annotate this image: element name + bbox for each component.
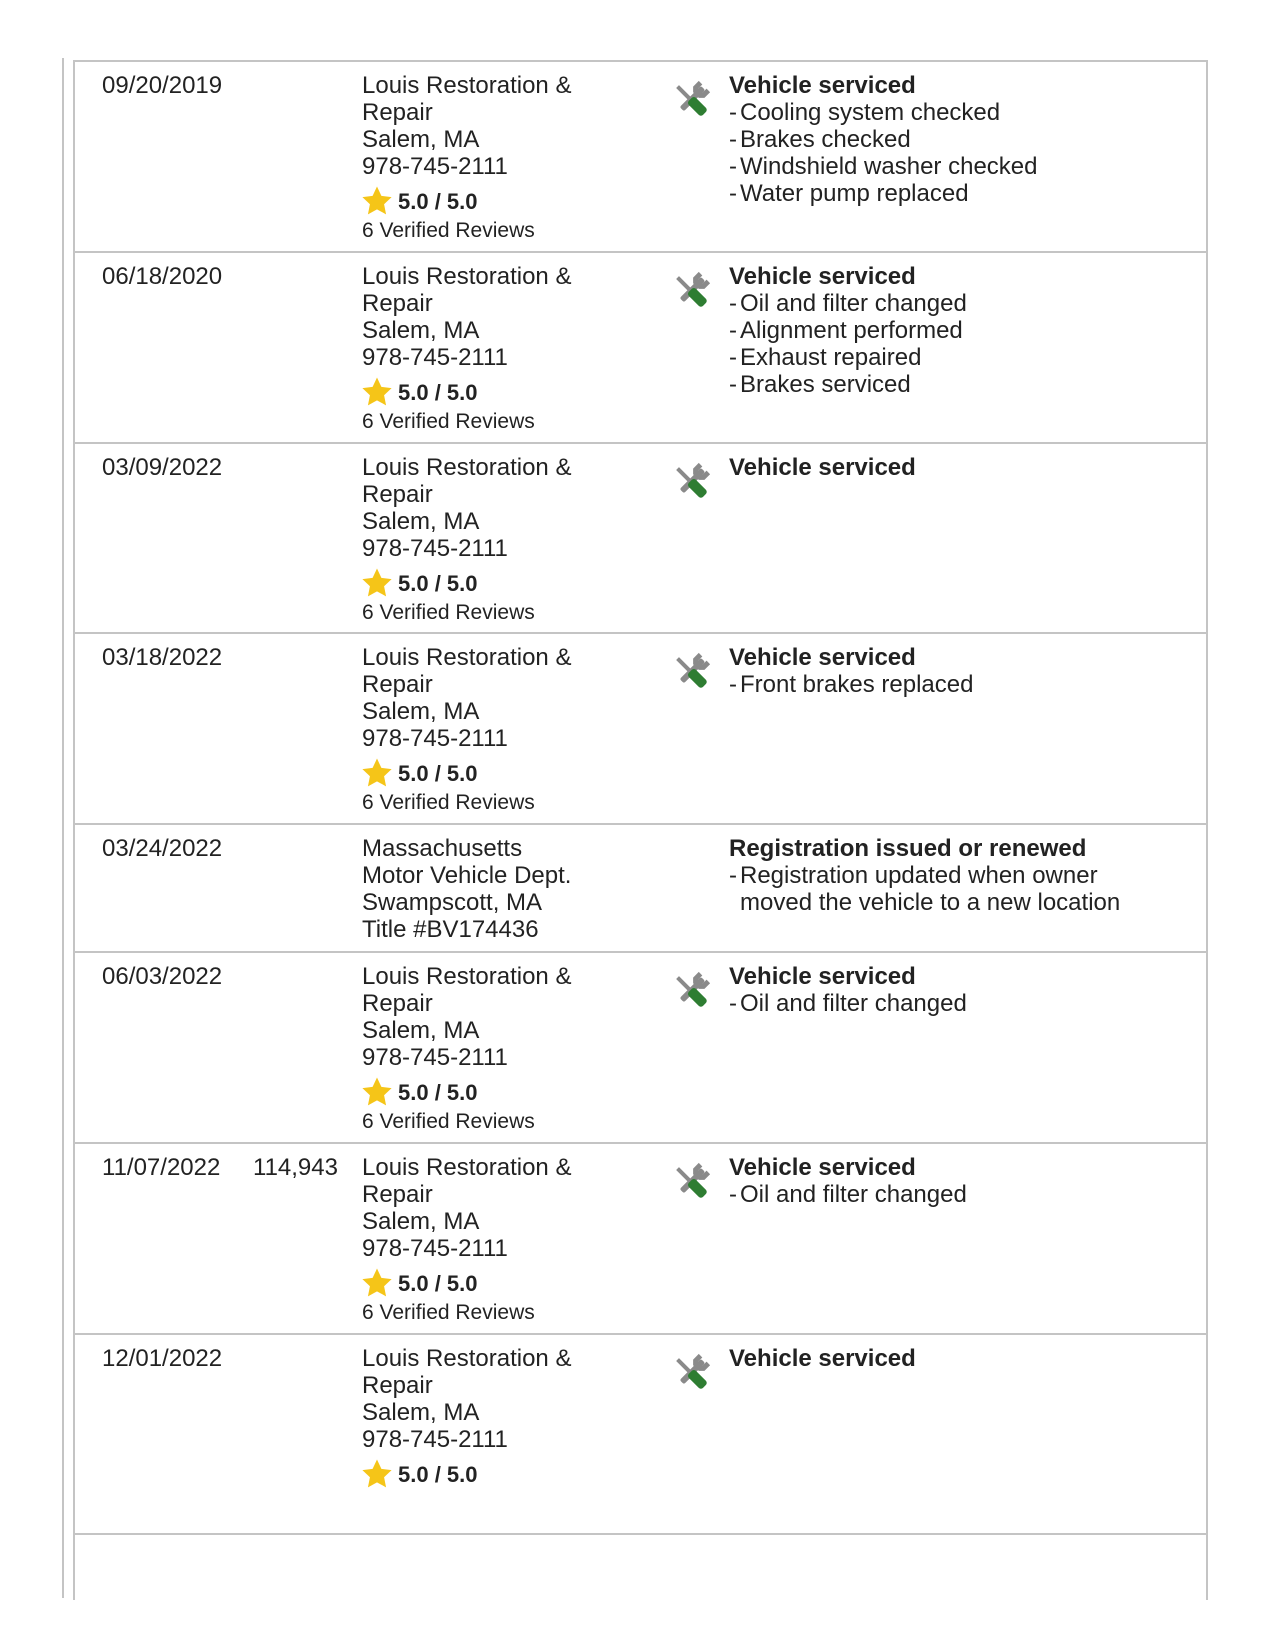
verified-reviews-link[interactable]: 6 Verified Reviews	[362, 219, 535, 242]
service-details	[729, 835, 1169, 916]
verified-reviews-link[interactable]: 6 Verified Reviews	[362, 601, 535, 624]
star-icon	[360, 756, 394, 790]
bullet-dash: -	[729, 99, 737, 126]
detail-item	[729, 862, 1169, 916]
source-line: Salem, MA	[362, 126, 480, 153]
service-source	[362, 1154, 612, 1327]
wrench-screwdriver-icon	[668, 268, 714, 314]
service-source	[362, 835, 612, 943]
service-source	[362, 963, 612, 1136]
service-details	[729, 72, 1169, 207]
detail-text: Alignment performed	[740, 317, 963, 344]
source-line: 978-745-2111	[362, 153, 508, 180]
detail-text: Cooling system checked	[740, 99, 1001, 126]
detail-item	[729, 1181, 1169, 1208]
rating	[362, 567, 612, 599]
source-line: Title #BV174436	[362, 916, 539, 943]
source-line: Salem, MA	[362, 1208, 480, 1235]
service-source	[362, 263, 612, 436]
source-line: Louis Restoration &	[362, 454, 572, 481]
star-icon	[360, 1457, 394, 1491]
source-line: Salem, MA	[362, 698, 480, 725]
source-line: Swampscott, MA	[362, 889, 543, 916]
star-icon	[360, 375, 394, 409]
star-icon	[360, 184, 394, 218]
wrench-screwdriver-icon	[668, 77, 714, 123]
source-line: Repair	[362, 290, 433, 317]
bullet-dash: -	[729, 344, 737, 371]
rating-score: 5.0 / 5.0	[398, 379, 478, 405]
service-history-table	[73, 60, 1208, 1600]
rating	[362, 1458, 612, 1490]
source-line: Louis Restoration &	[362, 1154, 572, 1181]
rating-score: 5.0 / 5.0	[398, 760, 478, 786]
wrench-screwdriver-icon	[668, 649, 714, 695]
verified-reviews-link[interactable]: 6 Verified Reviews	[362, 1110, 535, 1133]
rating-score: 5.0 / 5.0	[398, 1270, 478, 1296]
wrench-screwdriver-icon	[668, 1350, 714, 1396]
detail-item	[729, 126, 1169, 153]
service-date: 03/09/2022	[102, 454, 223, 481]
service-date: 11/07/2022	[102, 1154, 221, 1181]
rating	[362, 757, 612, 789]
detail-text: Front brakes replaced	[740, 671, 974, 698]
source-line: 978-745-2111	[362, 1235, 508, 1262]
rating	[362, 1076, 612, 1108]
page-margin-rule	[62, 58, 64, 1598]
odometer-reading: 114,943	[253, 1154, 338, 1181]
detail-item	[729, 671, 1169, 698]
source-line: Louis Restoration &	[362, 1345, 572, 1372]
verified-reviews-link[interactable]: 6 Verified Reviews	[362, 410, 535, 433]
bullet-dash: -	[729, 153, 737, 180]
source-line: Motor Vehicle Dept.	[362, 862, 572, 889]
service-details	[729, 1154, 1169, 1208]
detail-item	[729, 153, 1169, 180]
source-line: Louis Restoration &	[362, 263, 572, 290]
rating-score: 5.0 / 5.0	[398, 1461, 478, 1487]
record-type-title: Vehicle serviced	[729, 963, 916, 990]
rating	[362, 1267, 612, 1299]
star-icon	[360, 1075, 394, 1109]
wrench-screwdriver-icon	[668, 968, 714, 1014]
service-details	[729, 263, 1169, 398]
table-row	[75, 62, 1206, 253]
service-date: 12/01/2022	[102, 1345, 223, 1372]
service-date: 03/24/2022	[102, 835, 223, 862]
detail-text: Brakes checked	[740, 126, 911, 153]
service-details	[729, 1345, 1169, 1372]
detail-item	[729, 990, 1169, 1017]
bullet-dash: -	[729, 862, 737, 889]
record-type-title: Registration issued or renewed	[729, 835, 1087, 862]
service-date: 06/18/2020	[102, 263, 223, 290]
bullet-dash: -	[729, 671, 737, 698]
source-line: 978-745-2111	[362, 535, 508, 562]
service-date: 06/03/2022	[102, 963, 223, 990]
record-type-title: Vehicle serviced	[729, 454, 916, 481]
source-line: Salem, MA	[362, 1017, 480, 1044]
detail-text: Registration updated when owner moved the vehicle to a new location	[740, 862, 1121, 916]
rating-score: 5.0 / 5.0	[398, 570, 478, 596]
wrench-screwdriver-icon	[668, 459, 714, 505]
wrench-screwdriver-icon	[668, 1159, 714, 1205]
record-type-title: Vehicle serviced	[729, 72, 916, 99]
table-row	[75, 634, 1206, 825]
service-source	[362, 1345, 612, 1490]
table-row	[75, 825, 1206, 953]
source-line: 978-745-2111	[362, 1426, 508, 1453]
source-line: Repair	[362, 671, 433, 698]
service-date: 09/20/2019	[102, 72, 223, 99]
record-type-title: Vehicle serviced	[729, 644, 916, 671]
service-details	[729, 963, 1169, 1017]
rating-score: 5.0 / 5.0	[398, 188, 478, 214]
star-icon	[360, 566, 394, 600]
bullet-dash: -	[729, 1181, 737, 1208]
detail-text: Oil and filter changed	[740, 990, 967, 1017]
bullet-dash: -	[729, 317, 737, 344]
source-line: Repair	[362, 481, 433, 508]
source-line: 978-745-2111	[362, 344, 508, 371]
source-line: Salem, MA	[362, 1399, 480, 1426]
service-details	[729, 454, 1169, 481]
table-row	[75, 1144, 1206, 1335]
detail-item	[729, 180, 1169, 207]
detail-item	[729, 344, 1169, 371]
rating-score: 5.0 / 5.0	[398, 1079, 478, 1105]
source-line: Salem, MA	[362, 317, 480, 344]
detail-item	[729, 371, 1169, 398]
source-line: 978-745-2111	[362, 725, 508, 752]
detail-item	[729, 317, 1169, 344]
source-line: Repair	[362, 1372, 433, 1399]
detail-text: Oil and filter changed	[740, 290, 967, 317]
star-icon	[360, 1266, 394, 1300]
source-line: Louis Restoration &	[362, 963, 572, 990]
verified-reviews-link[interactable]: 6 Verified Reviews	[362, 791, 535, 814]
rating	[362, 185, 612, 217]
verified-reviews-link[interactable]: 6 Verified Reviews	[362, 1301, 535, 1324]
record-type-title: Vehicle serviced	[729, 263, 916, 290]
service-date: 03/18/2022	[102, 644, 223, 671]
detail-item	[729, 290, 1169, 317]
detail-item	[729, 99, 1169, 126]
bullet-dash: -	[729, 126, 737, 153]
record-type-title: Vehicle serviced	[729, 1345, 916, 1372]
detail-text: Exhaust repaired	[740, 344, 922, 371]
table-row	[75, 1335, 1206, 1535]
rating	[362, 376, 612, 408]
service-source	[362, 454, 612, 627]
source-line: Salem, MA	[362, 508, 480, 535]
bullet-dash: -	[729, 290, 737, 317]
detail-text: Oil and filter changed	[740, 1181, 967, 1208]
source-line: Repair	[362, 99, 433, 126]
bullet-dash: -	[729, 371, 737, 398]
detail-text: Brakes serviced	[740, 371, 911, 398]
table-row	[75, 253, 1206, 444]
source-line: Louis Restoration &	[362, 644, 572, 671]
detail-text: Water pump replaced	[740, 180, 969, 207]
table-row	[75, 444, 1206, 634]
service-details	[729, 644, 1169, 698]
source-line: Louis Restoration &	[362, 72, 572, 99]
source-line: Repair	[362, 990, 433, 1017]
service-source	[362, 72, 612, 245]
bullet-dash: -	[729, 990, 737, 1017]
source-line: Massachusetts	[362, 835, 523, 862]
source-line: 978-745-2111	[362, 1044, 508, 1071]
detail-text: Windshield washer checked	[740, 153, 1038, 180]
bullet-dash: -	[729, 180, 737, 207]
source-line: Repair	[362, 1181, 433, 1208]
service-source	[362, 644, 612, 817]
table-row	[75, 953, 1206, 1144]
record-type-title: Vehicle serviced	[729, 1154, 916, 1181]
